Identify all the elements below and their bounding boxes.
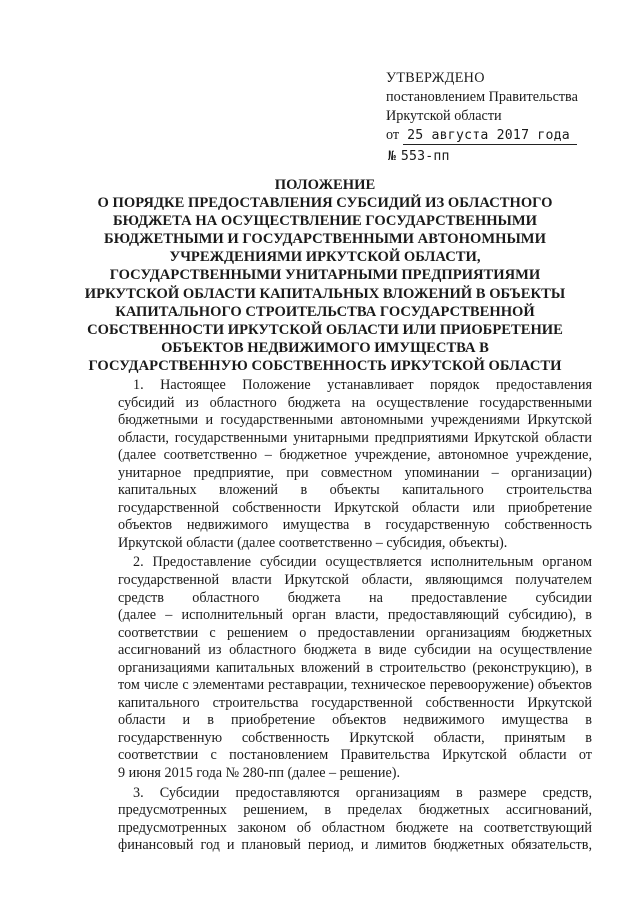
paragraph-line: том числе с элементами реставрации, техническое перевооружение) объектов (118, 677, 592, 694)
paragraph-line: (далее – исполнительный орган власти, предоставляющий субсидию), в (118, 607, 592, 624)
approval-date-row (386, 126, 616, 145)
approval-date-value: 25 августа 2017 года (403, 127, 577, 145)
heading-line: ИРКУТСКОЙ ОБЛАСТИ КАПИТАЛЬНЫХ ВЛОЖЕНИЙ В ОБЪЕКТЫ (84, 285, 566, 302)
heading-title: ПОЛОЖЕНИЕ (274, 177, 376, 193)
paragraph-line: унитарное предприятие, при совместном упоминании – организации) (118, 464, 592, 481)
paragraph-3 (118, 785, 592, 855)
paragraph-line: объектов недвижимого имущества в государственную собственность (118, 517, 592, 534)
paragraph-line: Иркутской области (далее соответственно – субсидия, объекты). (118, 534, 508, 551)
paragraph-line: капитального строительства государственной собственности Иркутской (118, 694, 592, 711)
heading-line: ГОСУДАРСТВЕННЫМИ УНИТАРНЫМИ ПРЕДПРИЯТИЯМИ (109, 267, 541, 284)
paragraph-line: предусмотренных законом об областном бюджете на соответствующий (118, 819, 592, 836)
paragraph-line: предусмотренных решением, в пределах бюджетных ассигнований, (118, 802, 592, 819)
approval-number-row (386, 147, 616, 166)
heading-line: УЧРЕЖДЕНИЯМИ ИРКУТСКОЙ ОБЛАСТИ, (169, 249, 481, 266)
document-body (118, 377, 592, 857)
paragraph-line: 1. Настоящее Положение устанавливает порядок предоставления (133, 377, 592, 393)
paragraph-1 (118, 377, 592, 552)
heading-line: БЮДЖЕТА НА ОСУЩЕСТВЛЕНИЕ ГОСУДАРСТВЕННЫМИ (112, 213, 537, 230)
paragraph-line: соответствии с постановлением Правительства Иркутской области от (118, 747, 592, 764)
document-heading (60, 176, 590, 375)
paragraph-line: субсидий из областного бюджета на осуществление государственными (118, 394, 592, 411)
heading-line: КАПИТАЛЬНОГО СТРОИТЕЛЬСТВА ГОСУДАРСТВЕННОЙ (115, 303, 535, 320)
paragraph-line: средств областного бюджета на предоставление субсидии (118, 589, 592, 606)
heading-line: О ПОРЯДКЕ ПРЕДОСТАВЛЕНИЯ СУБСИДИЙ ИЗ ОБЛАСТНОГО (97, 195, 553, 212)
approval-number-value: 553-пп (400, 149, 450, 164)
paragraph-line: государственной власти Иркутской области, являющимся получателем (118, 572, 592, 589)
heading-line: ГОСУДАРСТВЕННУЮ СОБСТВЕННОСТЬ ИРКУТСКОЙ ОБЛАСТИ (88, 357, 562, 374)
heading-line: СОБСТВЕННОСТИ ИРКУТСКОЙ ОБЛАСТИ ИЛИ ПРИОБРЕТЕНИЕ (87, 321, 563, 338)
approval-number-sign: № (388, 149, 396, 164)
paragraph-line: государственной собственности Иркутской области или приобретение (118, 499, 592, 516)
paragraph-line: бюджетными и государственными автономными учреждениями Иркутской (118, 412, 592, 429)
paragraph-line: (далее соответственно – бюджетное учреждение, автономное учреждение, (118, 447, 592, 464)
approval-stamp-block (386, 69, 616, 166)
paragraph-2 (118, 554, 592, 782)
paragraph-line: области и в приобретение объектов недвижимого имущества в (118, 712, 592, 729)
paragraph-line: ассигнований из областного бюджета в виде субсидии на осуществление (118, 642, 592, 659)
approval-line-1: постановлением Правительства (386, 89, 578, 105)
paragraph-line: финансовый год и плановый период, и лимитов бюджетных обязательств, (118, 837, 592, 854)
paragraph-line: соответствии с решением о предоставлении организациям бюджетных (118, 624, 592, 641)
paragraph-line: организациями капитальных вложений в строительство (реконструкцию), в (118, 659, 592, 676)
heading-line: ОБЪЕКТОВ НЕДВИЖИМОГО ИМУЩЕСТВА В (161, 339, 489, 356)
paragraph-line: 9 июня 2015 года № 280-пп (далее – решение). (118, 765, 401, 782)
approval-title: УТВЕРЖДЕНО (386, 70, 485, 86)
paragraph-line: государственную собственность Иркутской области, принятым в (118, 729, 592, 746)
approval-date-prefix: от (386, 127, 400, 143)
paragraph-line: капитальных вложений в объекты капитального строительства (118, 482, 592, 499)
approval-line-2: Иркутской области (386, 108, 502, 124)
paragraph-line: области, государственными унитарными предприятиями Иркутской области (118, 429, 592, 446)
heading-line: БЮДЖЕТНЫМИ И ГОСУДАРСТВЕННЫМИ АВТОНОМНЫМИ (104, 231, 546, 248)
paragraph-line: 2. Предоставление субсидии осуществляется исполнительным органом (133, 554, 592, 571)
paragraph-line: 3. Субсидии предоставляются организациям в размере средств, (133, 784, 592, 801)
